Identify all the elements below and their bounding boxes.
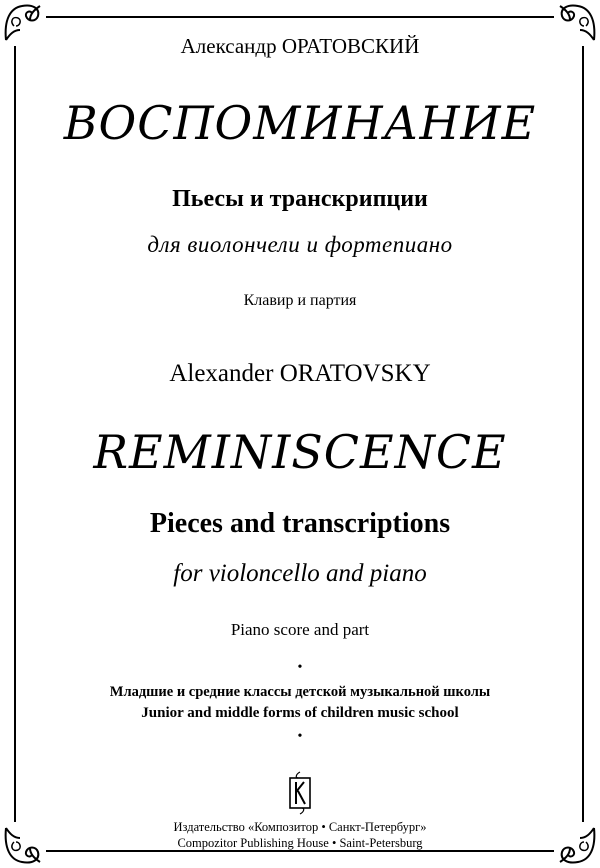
separator-bullet: •	[297, 660, 303, 675]
author-name-russian: Александр ОРАТОВСКИЙ	[180, 34, 420, 58]
score-type-russian: Клавир и партия	[243, 292, 357, 309]
publisher-logo	[286, 770, 314, 816]
score-type-english: Piano score and part	[230, 620, 370, 639]
instrumentation-english: for violoncello and piano	[173, 560, 427, 587]
author-name-english: Alexander ORATOVSKY	[169, 360, 431, 387]
title-russian: ВОСПОМИНАНИЕ	[63, 96, 537, 150]
title-english: REMINISCENCE	[93, 425, 507, 479]
publisher-russian: Издательство «Композитор • Санкт-Петербург»	[173, 820, 427, 834]
subtitle-english: Pieces and transcriptions	[149, 508, 451, 539]
level-russian: Младшие и средние классы детской музыкальной школы	[109, 684, 491, 700]
subtitle-russian: Пьесы и транскрипции	[172, 186, 428, 212]
publisher-english: Compozitor Publishing House • Saint-Petersburg	[177, 836, 423, 850]
instrumentation-russian: для виолончели и фортепиано	[147, 232, 453, 257]
level-english: Junior and middle forms of children music school	[141, 705, 459, 721]
separator-bullet: •	[297, 729, 303, 744]
